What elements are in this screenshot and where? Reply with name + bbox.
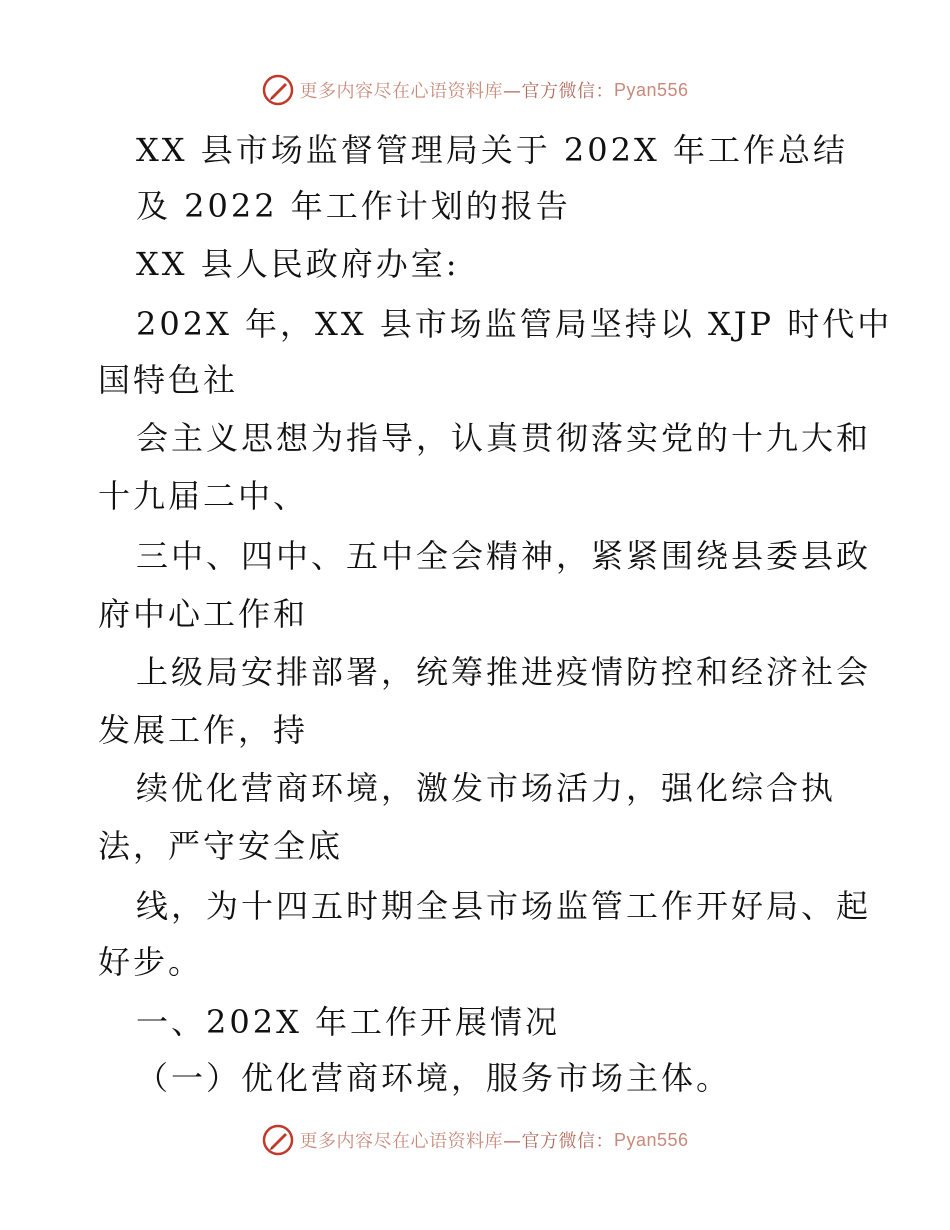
doc-text-line: 三中、四中、五中全会精神，紧紧围绕县委县政 [136,537,872,575]
quill-logo-icon [261,73,295,107]
watermark-wechat-id: Pyan556 [613,1129,689,1150]
quill-logo-icon [261,1123,295,1157]
doc-section-heading: 一、202X 年工作开展情况 [136,1003,561,1041]
doc-text-line: 十九届二中、 [98,477,309,515]
doc-text-line: 府中心工作和 [98,595,309,633]
doc-text-line: 线，为十四五时期全县市场监管工作开好局、起 [136,887,872,925]
doc-title-line-1: XX 县市场监督管理局关于 202X 年工作总结 [136,131,848,169]
doc-text-line: 会主义思想为指导，认真贯彻落实党的十九大和 [136,419,872,457]
watermark-footer [0,1120,950,1160]
doc-text-line: 续优化营商环境，激发市场活力，强化综合执 [136,769,837,807]
doc-title-line-2: 及 2022 年工作计划的报告 [136,187,571,225]
watermark-text: 更多内容尽在心语资料库 [299,81,503,102]
watermark-text: 更多内容尽在心语资料库 [299,1131,503,1152]
watermark-wechat-id: Pyan556 [613,79,689,100]
doc-text-line: 上级局安排部署，统筹推进疫情防控和经济社会 [136,653,872,691]
doc-text-line: 国特色社 [98,361,239,399]
doc-subsection-heading: （一）优化营商环境，服务市场主体。 [136,1059,732,1097]
doc-text-line: 好步。 [98,943,204,981]
doc-addressee: XX 县人民政府办室: [136,245,460,283]
doc-text-line: 发展工作，持 [98,711,309,749]
doc-text-line: 202X 年，XX 县市场监管局坚持以 XJP 时代中 [136,305,893,343]
watermark-header [0,70,950,110]
watermark-separator: —官方微信： [502,81,614,102]
watermark-separator: —官方微信： [502,1131,614,1152]
doc-text-line: 法，严守安全底 [98,827,344,865]
